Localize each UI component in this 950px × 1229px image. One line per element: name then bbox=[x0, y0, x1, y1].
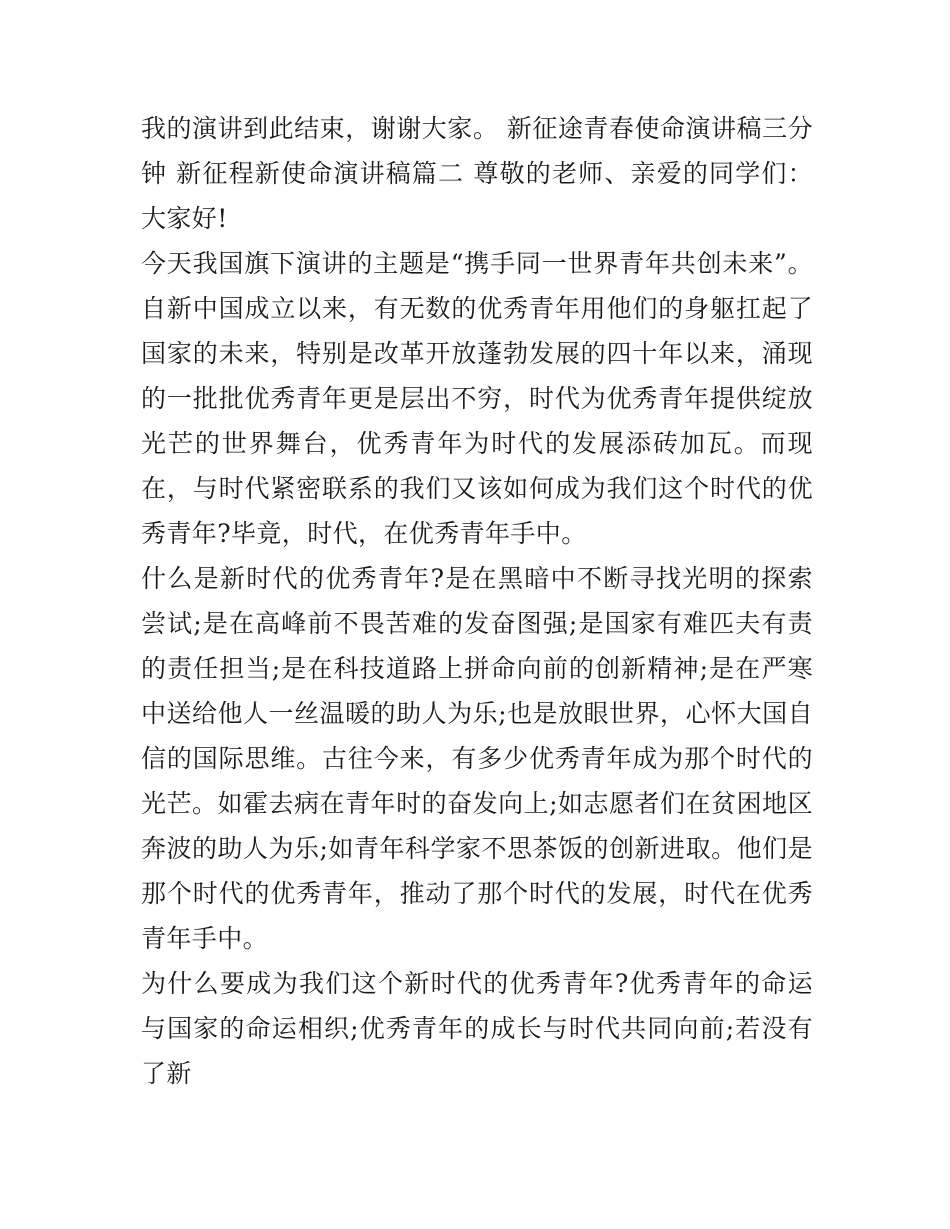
paragraph-speech-theme: 今天我国旗下演讲的主题是“携手同一世界青年共创未来”。自新中国成立以来，有无数的优秀青年用他们的身躯扛起了国家的未来，特别是改革开放蓬勃发展的四十年以来，涌现的一批批优秀青年更是层出不穷，时代为优秀青年提供绽放光芒的世界舞台，优秀青年为时代的发展添砖加瓦。而现在，与时代紧密联系的我们又该如何成为我们这个时代的优秀青年?毕竟，时代，在优秀青年手中。 bbox=[141, 249, 813, 548]
speech-text-body bbox=[141, 106, 813, 1096]
paragraph-closing-and-greeting: 我的演讲到此结束，谢谢大家。 新征途青春使命演讲稿三分钟 新征程新使命演讲稿篇二 尊敬的老师、亲爱的同学们： 大家好! bbox=[141, 114, 813, 233]
paragraph-what-is-outstanding-youth: 什么是新时代的优秀青年?是在黑暗中不断寻找光明的探索尝试;是在高峰前不畏苦难的发奋图强;是国家有难匹夫有责的责任担当;是在科技道路上拼命向前的创新精神;是在严寒中送给他人一丝温暖的助人为乐;也是放眼世界，心怀大国自信的国际思维。古往今来，有多少优秀青年成为那个时代的光芒。如霍去病在青年时的奋发向上;如志愿者们在贫困地区奔波的助人为乐;如青年科学家不思茶饭的创新进取。他们是那个时代的优秀青年，推动了那个时代的发展，时代在优秀青年手中。 bbox=[141, 564, 813, 953]
paragraph-why-become-outstanding-youth: 为什么要成为我们这个新时代的优秀青年?优秀青年的命运与国家的命运相织;优秀青年的成长与时代共同向前;若没有了新 bbox=[141, 969, 813, 1088]
